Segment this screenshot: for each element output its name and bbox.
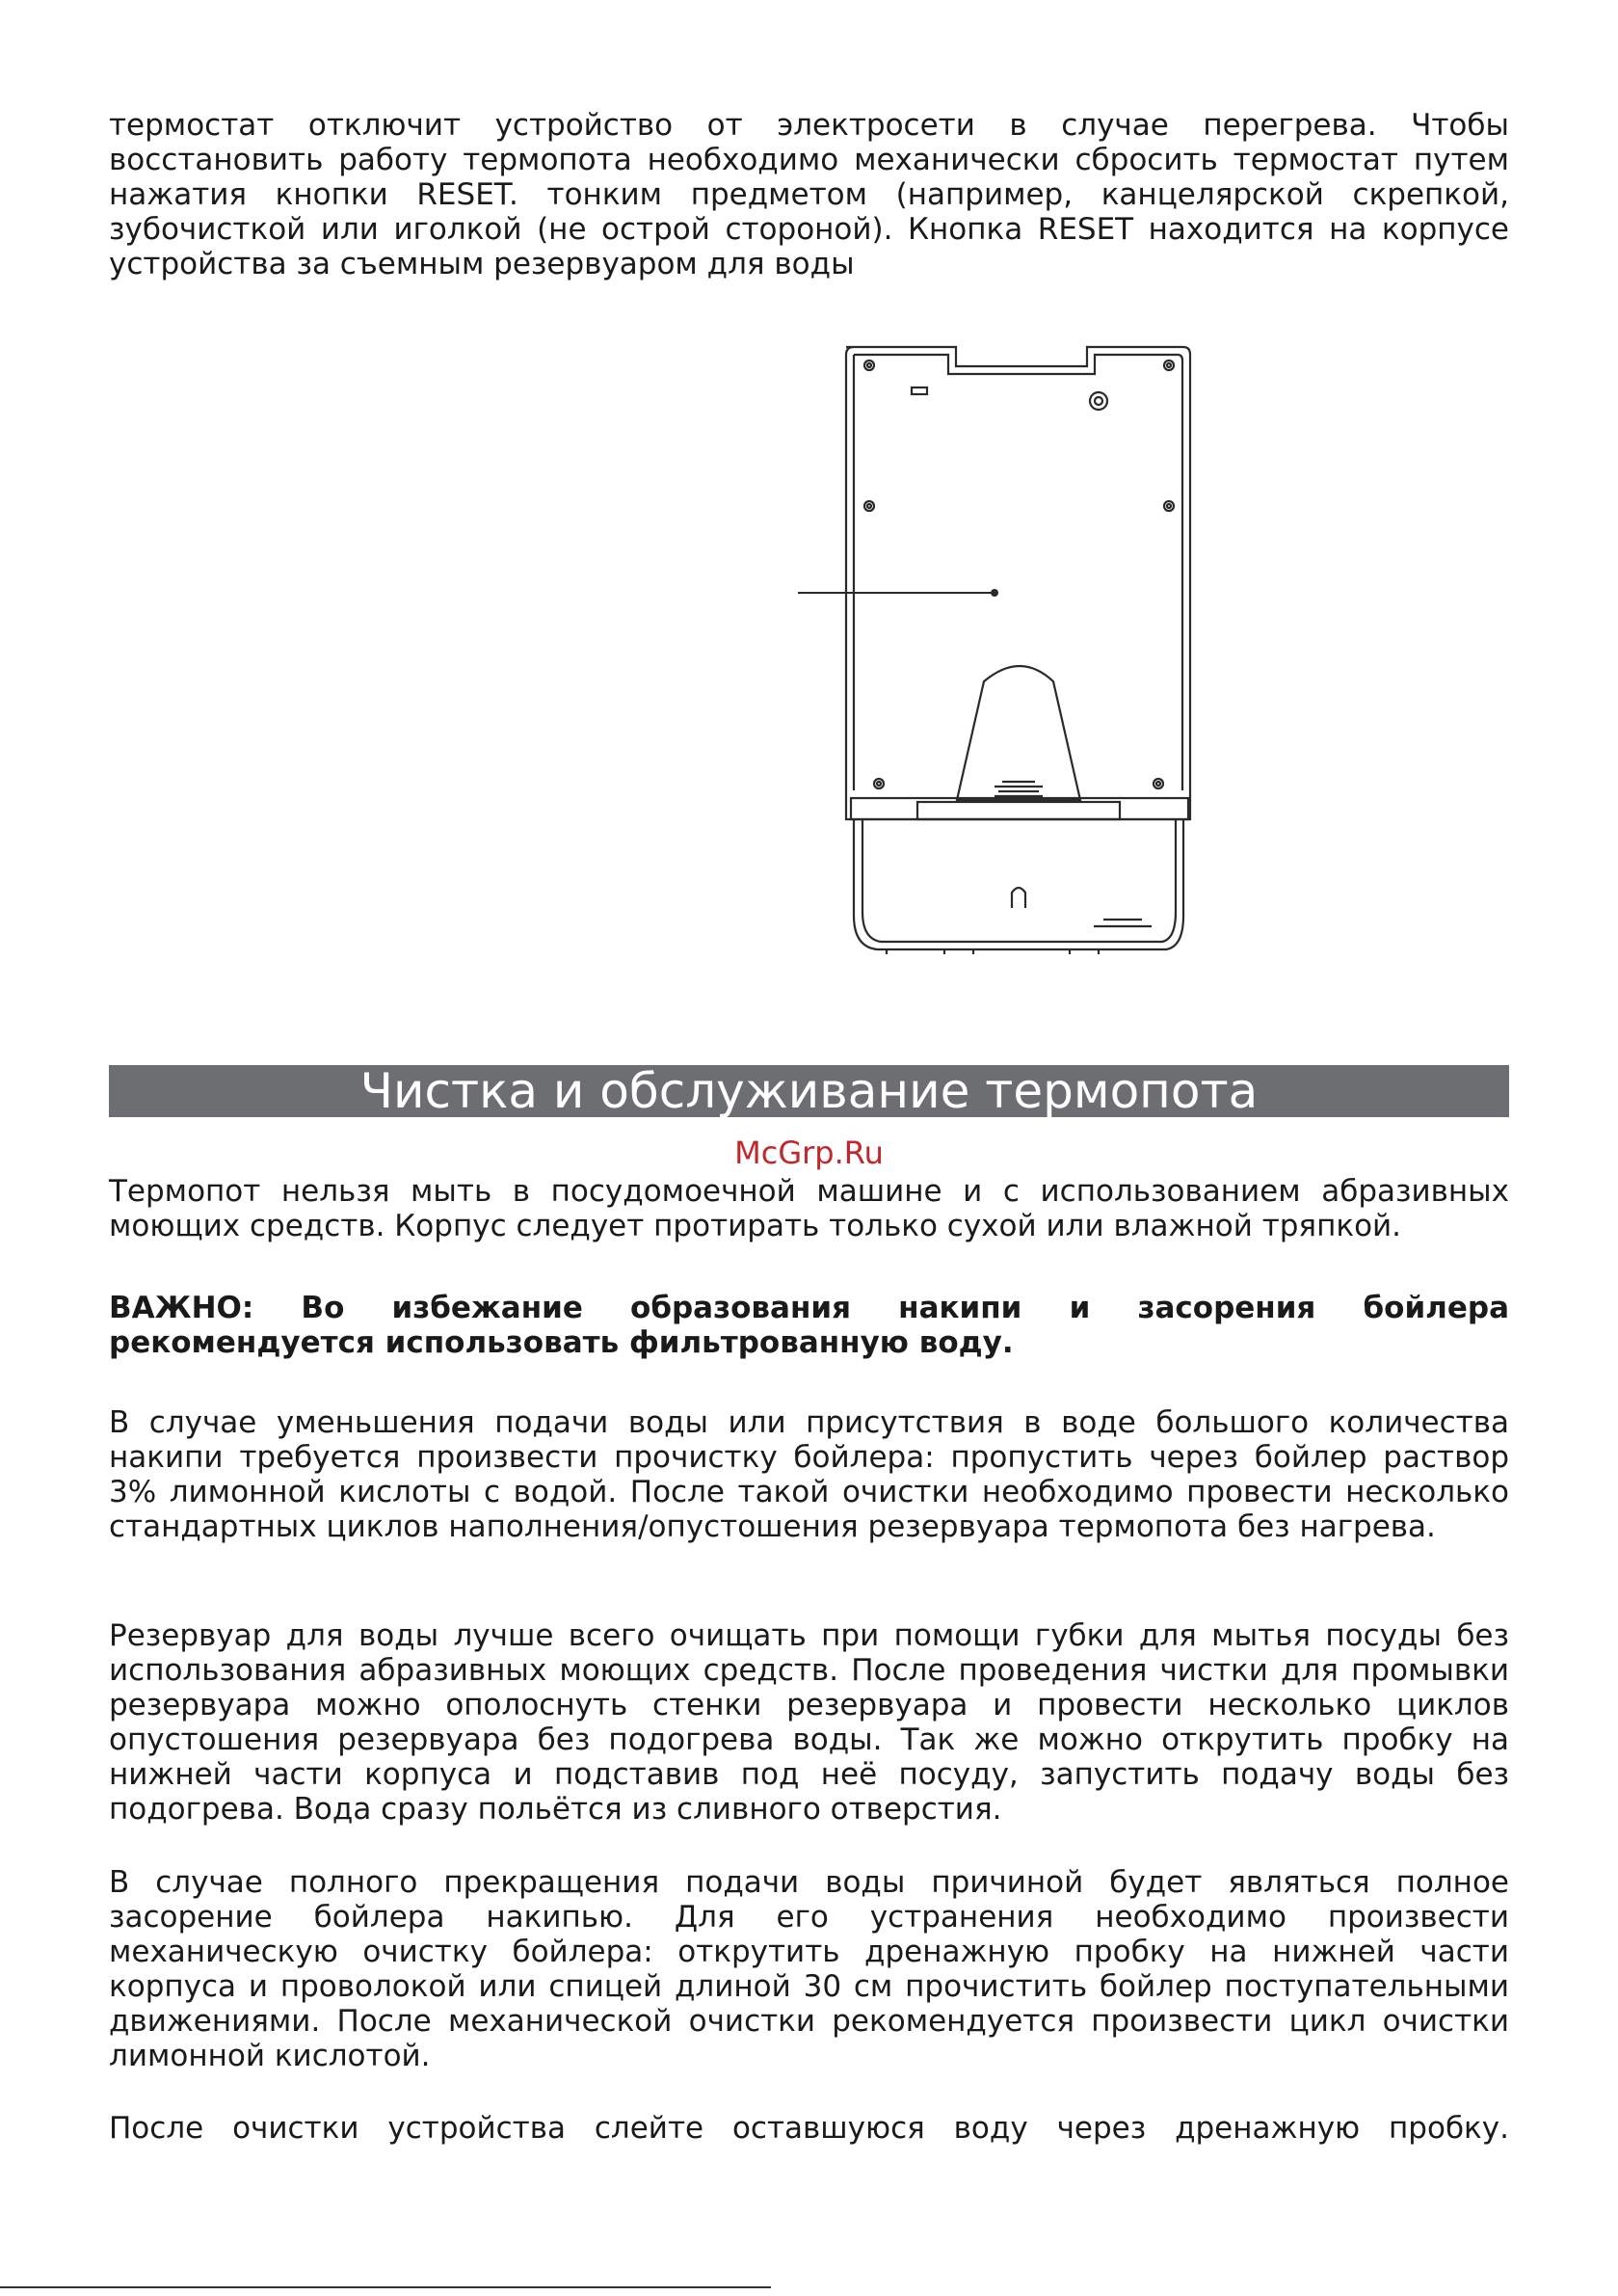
section-title: Чистка и обслуживание термопота [109,1065,1509,1117]
paragraph-drain: После очистки устройства слейте оставшуюся воду через дренажную пробку. [109,2111,1509,2146]
intro-paragraph: термостат отключит устройство от электросети в случае перегрева. Чтобы восстановить работу термопота необходимо механически сбросить термостат путем нажатия кнопки RESET. тонким предметом (например, канцелярской скрепкой, зубочисткой или иголкой (не острой стороной). Кнопка RESET находится на корпусе устройства за съемным резервуаром для воды [109,108,1509,281]
watermark-text: McGrp.Ru [734,1135,884,1171]
important-text: ВАЖНО: Во избежание образования накипи и засорения бойлера рекомендуется использовать фильтрованную воду. [109,1291,1509,1360]
footer-divider [0,2286,771,2288]
paragraph-washing: Термопот нельзя мыть в посудомоечной машине и с использованием абразивных моющих средств. Корпус следует протирать только сухой или влажной тряпкой. [109,1174,1509,1243]
paragraph-descaling: В случае уменьшения подачи воды или присутствия в воде большого количества накипи требуется произвести прочистку бойлера: пропустить через бойлер раствор 3% лимонной кислоты с водой. После такой очистки необходимо провести несколько стандартных циклов наполнения/опустошения резервуара термопота без нагрева. [109,1405,1509,1544]
device-back-diagram [781,337,1205,954]
paragraph-reservoir-cleaning: Резервуар для воды лучше всего очищать при помощи губки для мытья посуды без использования абразивных моющих средств. После проведения чистки для промывки резервуара можно ополоснуть стенки резервуара и провести несколько циклов опустошения резервуара без подогрева воды. Так же можно открутить пробку на нижней части корпуса и подставив под неё посуду, запустить подачу воды без подогрева. Вода сразу польётся из сливного отверстия. [109,1618,1509,1827]
paragraph-important [109,1291,1509,1360]
paragraph-mechanical-cleaning: В случае полного прекращения подачи воды причиной будет являться полное засорение бойлера накипью. Для его устранения необходимо произвести механическую очистку бойлера: открутить дренажную пробку на нижней части корпуса и проволокой или спицей длиной 30 см прочистить бойлер поступательными движениями. После механической очистки рекомендуется произвести цикл очистки лимонной кислотой. [109,1865,1509,2073]
